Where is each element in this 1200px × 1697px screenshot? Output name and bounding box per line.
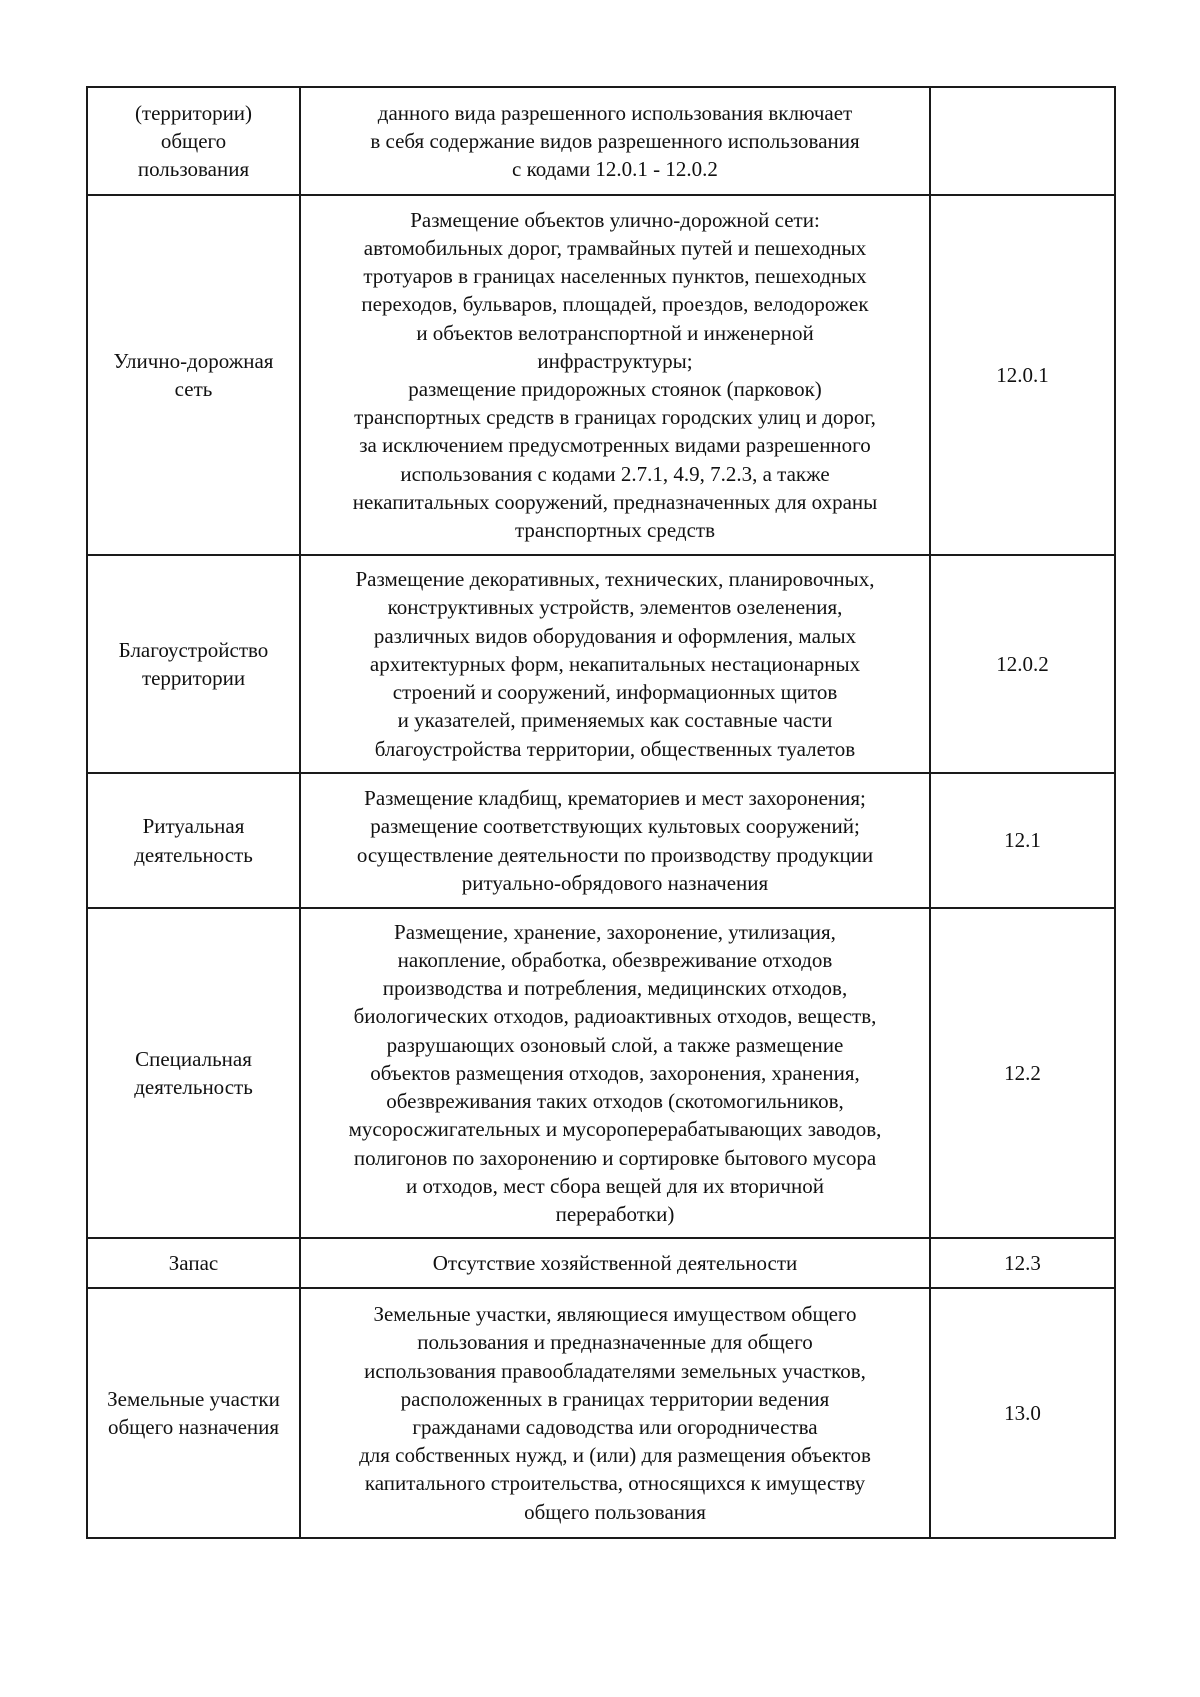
use-type-code: 12.3 bbox=[1004, 1250, 1041, 1275]
use-type-name-line: Благоустройство bbox=[118, 637, 269, 662]
use-type-description-line: размещение соответствующих культовых сооружений; bbox=[370, 814, 860, 839]
use-type-description-line: транспортных средств bbox=[514, 518, 715, 543]
use-type-name-line: деятельность bbox=[134, 842, 253, 867]
use-type-code-cell bbox=[930, 773, 1115, 908]
land-use-table bbox=[86, 86, 1116, 1539]
use-type-code-cell bbox=[930, 195, 1115, 555]
use-type-description-cell bbox=[300, 195, 930, 555]
use-type-code-cell bbox=[930, 908, 1115, 1238]
use-type-description-line: автомобильных дорог, трамвайных путей и пешеходных bbox=[363, 235, 867, 260]
table-row bbox=[87, 555, 1115, 773]
use-type-description-line: данного вида разрешенного использования включает bbox=[377, 100, 853, 125]
use-type-description-line: полигонов по захоронению и сортировке бытового мусора bbox=[353, 1145, 877, 1170]
use-type-description-line: объектов размещения отходов, захоронения, хранения, bbox=[370, 1060, 860, 1085]
use-type-description-line: разрушающих озоновый слой, а также размещение bbox=[386, 1032, 844, 1057]
use-type-description-line: и указателей, применяемых как составные части bbox=[397, 708, 833, 733]
use-type-name-line: деятельность bbox=[134, 1075, 253, 1099]
use-type-code-cell bbox=[930, 1288, 1115, 1538]
use-type-description-line: тротуаров в границах населенных пунктов, пешеходных bbox=[363, 264, 867, 289]
use-type-description-line: использования правообладателями земельных участков, bbox=[364, 1358, 866, 1383]
use-type-name-line: территории bbox=[141, 666, 246, 690]
use-type-description-line: Земельные участки, являющиеся имуществом общего bbox=[373, 1302, 857, 1327]
use-type-code: 12.2 bbox=[1004, 1060, 1041, 1085]
use-type-description-line: инфраструктуры; bbox=[537, 348, 693, 373]
use-type-description-line: размещение придорожных стоянок (парковок) bbox=[408, 377, 822, 401]
use-type-description-line: биологических отходов, радиоактивных отходов, веществ, bbox=[353, 1004, 877, 1029]
use-type-description-line: в себя содержание видов разрешенного использования bbox=[370, 128, 860, 153]
use-type-description-line: переработки) bbox=[555, 1201, 675, 1226]
use-type-description-line: гражданами садоводства или огородничества bbox=[412, 1415, 818, 1439]
use-type-description-line: транспортных средств в границах городских улиц и дорог, bbox=[354, 405, 876, 430]
use-type-description-line: мусоросжигательных и мусороперерабатывающих заводов, bbox=[348, 1117, 882, 1142]
table-row bbox=[87, 195, 1115, 555]
use-type-name-cell bbox=[87, 908, 300, 1238]
use-type-name-line: Улично-дорожная bbox=[113, 348, 274, 373]
use-type-description-cell bbox=[300, 1238, 930, 1288]
use-type-name-cell bbox=[87, 1288, 300, 1538]
use-type-description-line: Размещение, хранение, захоронение, утилизация, bbox=[394, 919, 836, 944]
use-type-description-cell bbox=[300, 773, 930, 908]
use-type-description-line: обезвреживания таких отходов (скотомогильников, bbox=[386, 1089, 844, 1114]
use-type-code-cell bbox=[930, 555, 1115, 773]
use-type-description-line: Размещение декоративных, технических, планировочных, bbox=[355, 567, 875, 592]
use-type-description-line: использования с кодами 2.7.1, 4.9, 7.2.3, а также bbox=[400, 461, 830, 486]
use-type-description-line: производства и потребления, медицинских отходов, bbox=[382, 976, 848, 1001]
use-type-description-line: ритуально-обрядового назначения bbox=[461, 870, 769, 895]
table-row bbox=[87, 908, 1115, 1238]
use-type-description-cell bbox=[300, 908, 930, 1238]
use-type-description-line: общего пользования bbox=[524, 1499, 706, 1524]
use-type-name-line: сеть bbox=[174, 377, 213, 401]
use-type-description-line: Отсутствие хозяйственной деятельности bbox=[432, 1250, 798, 1275]
table-body bbox=[87, 87, 1115, 1538]
use-type-name-cell bbox=[87, 195, 300, 555]
use-type-description-line: благоустройства территории, общественных туалетов bbox=[374, 736, 856, 761]
table-row bbox=[87, 87, 1115, 195]
use-type-name-line: Ритуальная bbox=[142, 814, 245, 839]
use-type-code: 12.0.1 bbox=[996, 362, 1049, 387]
use-type-description-line: некапитальных сооружений, предназначенных для охраны bbox=[352, 489, 878, 514]
use-type-name-cell bbox=[87, 1238, 300, 1288]
use-type-description-line: Размещение кладбищ, крематориев и мест захоронения; bbox=[364, 786, 866, 811]
use-type-name-cell bbox=[87, 773, 300, 908]
use-type-description-cell bbox=[300, 1288, 930, 1538]
use-type-description-line: и отходов, мест сбора вещей для их вторичной bbox=[405, 1173, 825, 1198]
table-row bbox=[87, 1238, 1115, 1288]
use-type-description-line: капитального строительства, относящихся к имуществу bbox=[364, 1471, 866, 1496]
use-type-description-line: накопление, обработка, обезвреживание отходов bbox=[397, 948, 833, 973]
use-type-description-line: конструктивных устройств, элементов озеленения, bbox=[387, 595, 843, 620]
use-type-description-line: архитектурных форм, некапитальных нестационарных bbox=[369, 651, 861, 676]
use-type-description-line: за исключением предусмотренных видами разрешенного bbox=[359, 433, 871, 458]
use-type-description-cell bbox=[300, 87, 930, 195]
use-type-code-cell bbox=[930, 1238, 1115, 1288]
use-type-name-line: общего bbox=[160, 128, 227, 153]
use-type-name-line: Специальная bbox=[135, 1046, 252, 1071]
use-type-code: 13.0 bbox=[1004, 1400, 1041, 1425]
use-type-name-line: пользования bbox=[137, 157, 250, 182]
use-type-description-line: Размещение объектов улично-дорожной сети: bbox=[410, 207, 820, 232]
use-type-description-line: осуществление деятельности по производству продукции bbox=[356, 842, 874, 867]
use-type-description-line: для собственных нужд, и (или) для размещения объектов bbox=[359, 1443, 871, 1468]
use-type-name-cell bbox=[87, 87, 300, 195]
use-type-description-line: строений и сооружений, информационных щитов bbox=[392, 680, 838, 705]
use-type-name-line: общего назначения bbox=[107, 1415, 280, 1439]
use-type-code-cell bbox=[930, 87, 1115, 195]
use-type-name-line: Земельные участки bbox=[107, 1386, 280, 1411]
use-type-code: 12.1 bbox=[1004, 828, 1041, 853]
use-type-description-cell bbox=[300, 555, 930, 773]
use-type-description-line: с кодами 12.0.1 - 12.0.2 bbox=[512, 157, 718, 182]
use-type-description-line: и объектов велотранспортной и инженерной bbox=[416, 320, 814, 345]
use-type-name-cell bbox=[87, 555, 300, 773]
use-type-name-line: Запас bbox=[168, 1250, 219, 1275]
table-row bbox=[87, 1288, 1115, 1538]
use-type-description-line: пользования и предназначенные для общего bbox=[417, 1330, 813, 1355]
table-row bbox=[87, 773, 1115, 908]
use-type-description-line: расположенных в границах территории ведения bbox=[400, 1386, 830, 1411]
use-type-description-line: различных видов оборудования и оформления, малых bbox=[373, 623, 857, 648]
use-type-code: 12.0.2 bbox=[996, 651, 1049, 676]
use-type-name-line: (территории) bbox=[134, 100, 253, 125]
use-type-description-line: переходов, бульваров, площадей, проездов, велодорожек bbox=[361, 292, 869, 317]
